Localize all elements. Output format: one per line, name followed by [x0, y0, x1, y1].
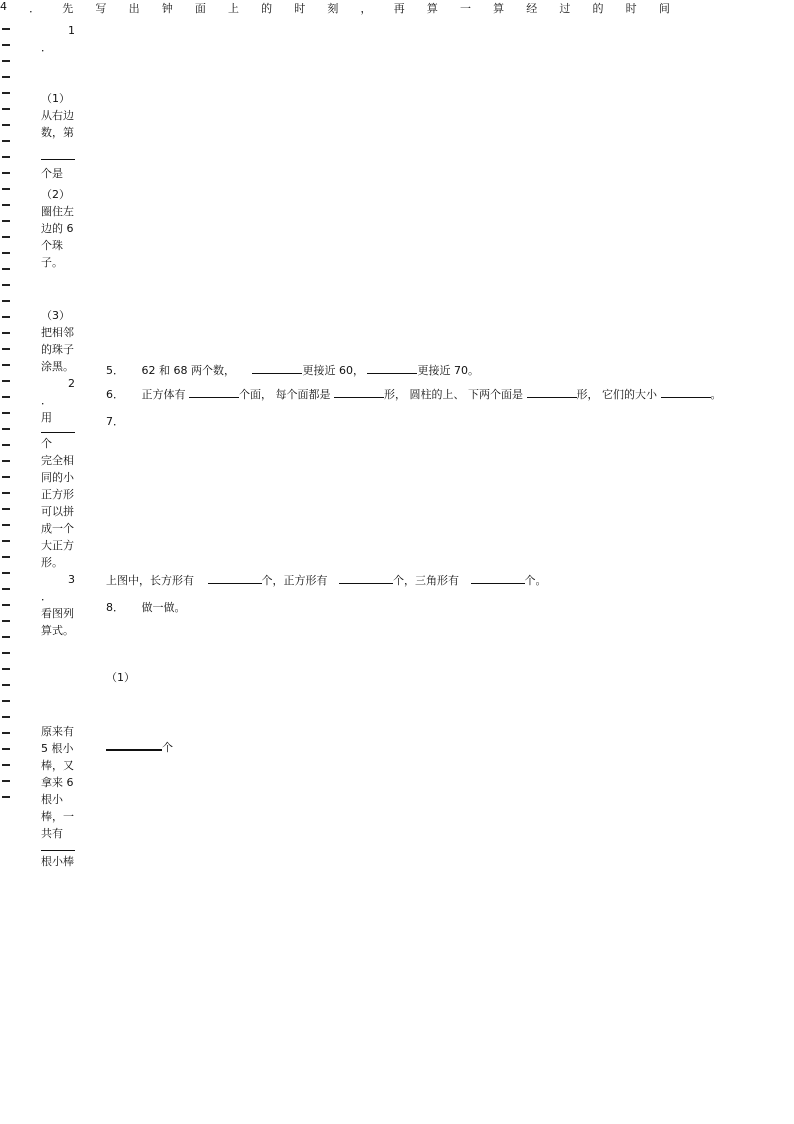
q6-blank-3[interactable] [527, 386, 577, 398]
margin-dash [2, 108, 10, 110]
margin-dash [2, 188, 10, 190]
q7-text-c: 个，三角形有 [393, 574, 459, 587]
q7-blank-1[interactable] [208, 572, 262, 584]
q4-char: 再 [393, 2, 405, 15]
q5-blank-1[interactable] [252, 362, 302, 374]
margin-dash [2, 76, 10, 78]
q6-blank-4[interactable] [661, 386, 711, 398]
story-blank[interactable] [41, 842, 75, 851]
margin-dash [2, 476, 10, 478]
margin-dash [2, 204, 10, 206]
margin-dash [2, 684, 10, 686]
left-column [41, 22, 75, 870]
margin-dash [2, 428, 10, 430]
question-4 [0, 0, 670, 16]
margin-dash [2, 364, 10, 366]
question-5 [106, 362, 479, 378]
margin-dash [2, 764, 10, 766]
margin-dash [2, 444, 10, 446]
q8-part1-unit: 个 [162, 741, 173, 754]
q6-text-a: 正方体有 [141, 388, 186, 401]
margin-dash [2, 796, 10, 798]
margin-dash [2, 44, 10, 46]
margin-dash [2, 268, 10, 270]
question-6 [106, 386, 722, 402]
q7-number: 7． [106, 415, 124, 428]
q5-text-b: 更接近 60， [302, 364, 364, 377]
question-7 [106, 572, 547, 588]
margin-dash [2, 156, 10, 158]
margin-dash [2, 124, 10, 126]
q4-char: 先 [62, 2, 74, 15]
q5-blank-2[interactable] [367, 362, 417, 374]
margin-dash [2, 748, 10, 750]
q4-char: 时 [625, 2, 637, 15]
q6-text-e: 圆柱的上、 [409, 388, 465, 401]
q1-part3-text: （3）把相邻的珠子涂黑。 [41, 309, 74, 373]
q4-char: 经 [526, 2, 538, 15]
story-text: 原来有 5 根小棒，又拿来 6 根小棒，一共有 [41, 725, 74, 840]
q7-text-b: 个，正方形有 [261, 574, 328, 587]
q7-blank-3[interactable] [471, 572, 525, 584]
q2-number: 2 [68, 377, 75, 390]
margin-dash [2, 636, 10, 638]
question-7-number-row [106, 413, 124, 429]
q7-text-d: 个。 [524, 574, 547, 587]
margin-dash [2, 700, 10, 702]
q5-text-a: 62 和 68 两个数， [141, 364, 235, 377]
q4-char: 算 [493, 2, 505, 15]
margin-dash [2, 396, 10, 398]
q6-text-c: 每个面都是 [275, 388, 331, 401]
q4-char: 过 [559, 2, 571, 15]
q4-char: 面 [194, 2, 206, 15]
q5-text-c: 更接近 70。 [417, 364, 479, 377]
margin-dash [2, 460, 10, 462]
margin-dash [2, 348, 10, 350]
q2-unit: 个 [41, 437, 52, 450]
q4-char: 时 [294, 2, 306, 15]
margin-dash [2, 780, 10, 782]
margin-dash [2, 332, 10, 334]
margin-dash [2, 284, 10, 286]
margin-dash [2, 668, 10, 670]
q7-blank-2[interactable] [339, 572, 393, 584]
q4-char: 一 [459, 2, 471, 15]
margin-dash [2, 60, 10, 62]
margin-dash [2, 316, 10, 318]
q6-blank-2[interactable] [334, 386, 384, 398]
q6-text-g: 形， [576, 388, 599, 401]
margin-dash [2, 556, 10, 558]
q1-part1-blank[interactable] [41, 147, 75, 160]
q3-number: 3 [68, 573, 75, 586]
question-8 [106, 599, 186, 615]
q1-part1-label: （1）从右边数，第 [41, 92, 74, 139]
margin-dash [2, 28, 10, 30]
q3-text: 看图列算式。 [41, 607, 74, 637]
margin-dash [2, 412, 10, 414]
margin-dash [2, 380, 10, 382]
q4-char: 出 [128, 2, 140, 15]
q6-text-h: 它们的大小 [602, 388, 657, 401]
q4-char: ． [29, 2, 41, 15]
margin-dash [2, 620, 10, 622]
question-8-part-1 [106, 669, 135, 685]
q4-char: 钟 [161, 2, 173, 15]
q2-blank[interactable] [41, 426, 75, 433]
q8-number: 8． [106, 601, 124, 614]
q2-text: 完全相同的小正方形可以拼成一个大正方形。 [41, 454, 74, 569]
q8-part1-blank[interactable] [106, 738, 162, 751]
q4-char: 算 [426, 2, 438, 15]
q4-char: 的 [261, 2, 273, 15]
q2-pre: 用 [41, 411, 52, 424]
q1-part1-unit: 个是 [41, 167, 63, 180]
margin-dash [2, 220, 10, 222]
q4-char: 上 [227, 2, 239, 15]
q7-text-a: 上图中，长方形有 [106, 574, 194, 587]
margin-dash [2, 572, 10, 574]
q6-number: 6． [106, 388, 124, 401]
margin-dash [2, 716, 10, 718]
margin-dash [2, 236, 10, 238]
q4-number: 4 [0, 0, 7, 13]
q1-dot: ． [41, 41, 52, 54]
q8-part1-label: （1） [106, 671, 135, 684]
q4-char: 刻 [327, 2, 339, 15]
binding-margin [2, 28, 12, 812]
q1-part2-text: （2）圈住左边的 6 个珠子。 [41, 188, 74, 269]
margin-dash [2, 300, 10, 302]
margin-dash [2, 508, 10, 510]
margin-dash [2, 588, 10, 590]
margin-dash [2, 652, 10, 654]
margin-dash [2, 524, 10, 526]
margin-dash [2, 172, 10, 174]
margin-dash [2, 252, 10, 254]
margin-dash [2, 732, 10, 734]
q3-dot: ． [41, 590, 52, 603]
q6-text-d: 形， [384, 388, 406, 401]
q6-text-i: 。 [710, 388, 722, 401]
margin-dash [2, 540, 10, 542]
margin-dash [2, 92, 10, 94]
margin-dash [2, 604, 10, 606]
margin-dash [2, 140, 10, 142]
q8-text: 做一做。 [141, 601, 186, 614]
q5-number: 5． [106, 364, 124, 377]
q1-number: 1 [68, 24, 75, 37]
q6-text-b: 个面， [239, 388, 272, 401]
q4-char: ， [360, 2, 372, 15]
q2-dot: ． [41, 394, 52, 407]
q6-blank-1[interactable] [189, 386, 239, 398]
margin-dash [2, 492, 10, 494]
q6-text-f: 下两个面是 [468, 388, 523, 401]
question-8-part-1-answer [106, 738, 173, 755]
q4-char: 写 [95, 2, 107, 15]
q4-char: 的 [592, 2, 604, 15]
story-unit: 根小棒 [41, 855, 74, 868]
q4-char: 间 [658, 2, 670, 15]
